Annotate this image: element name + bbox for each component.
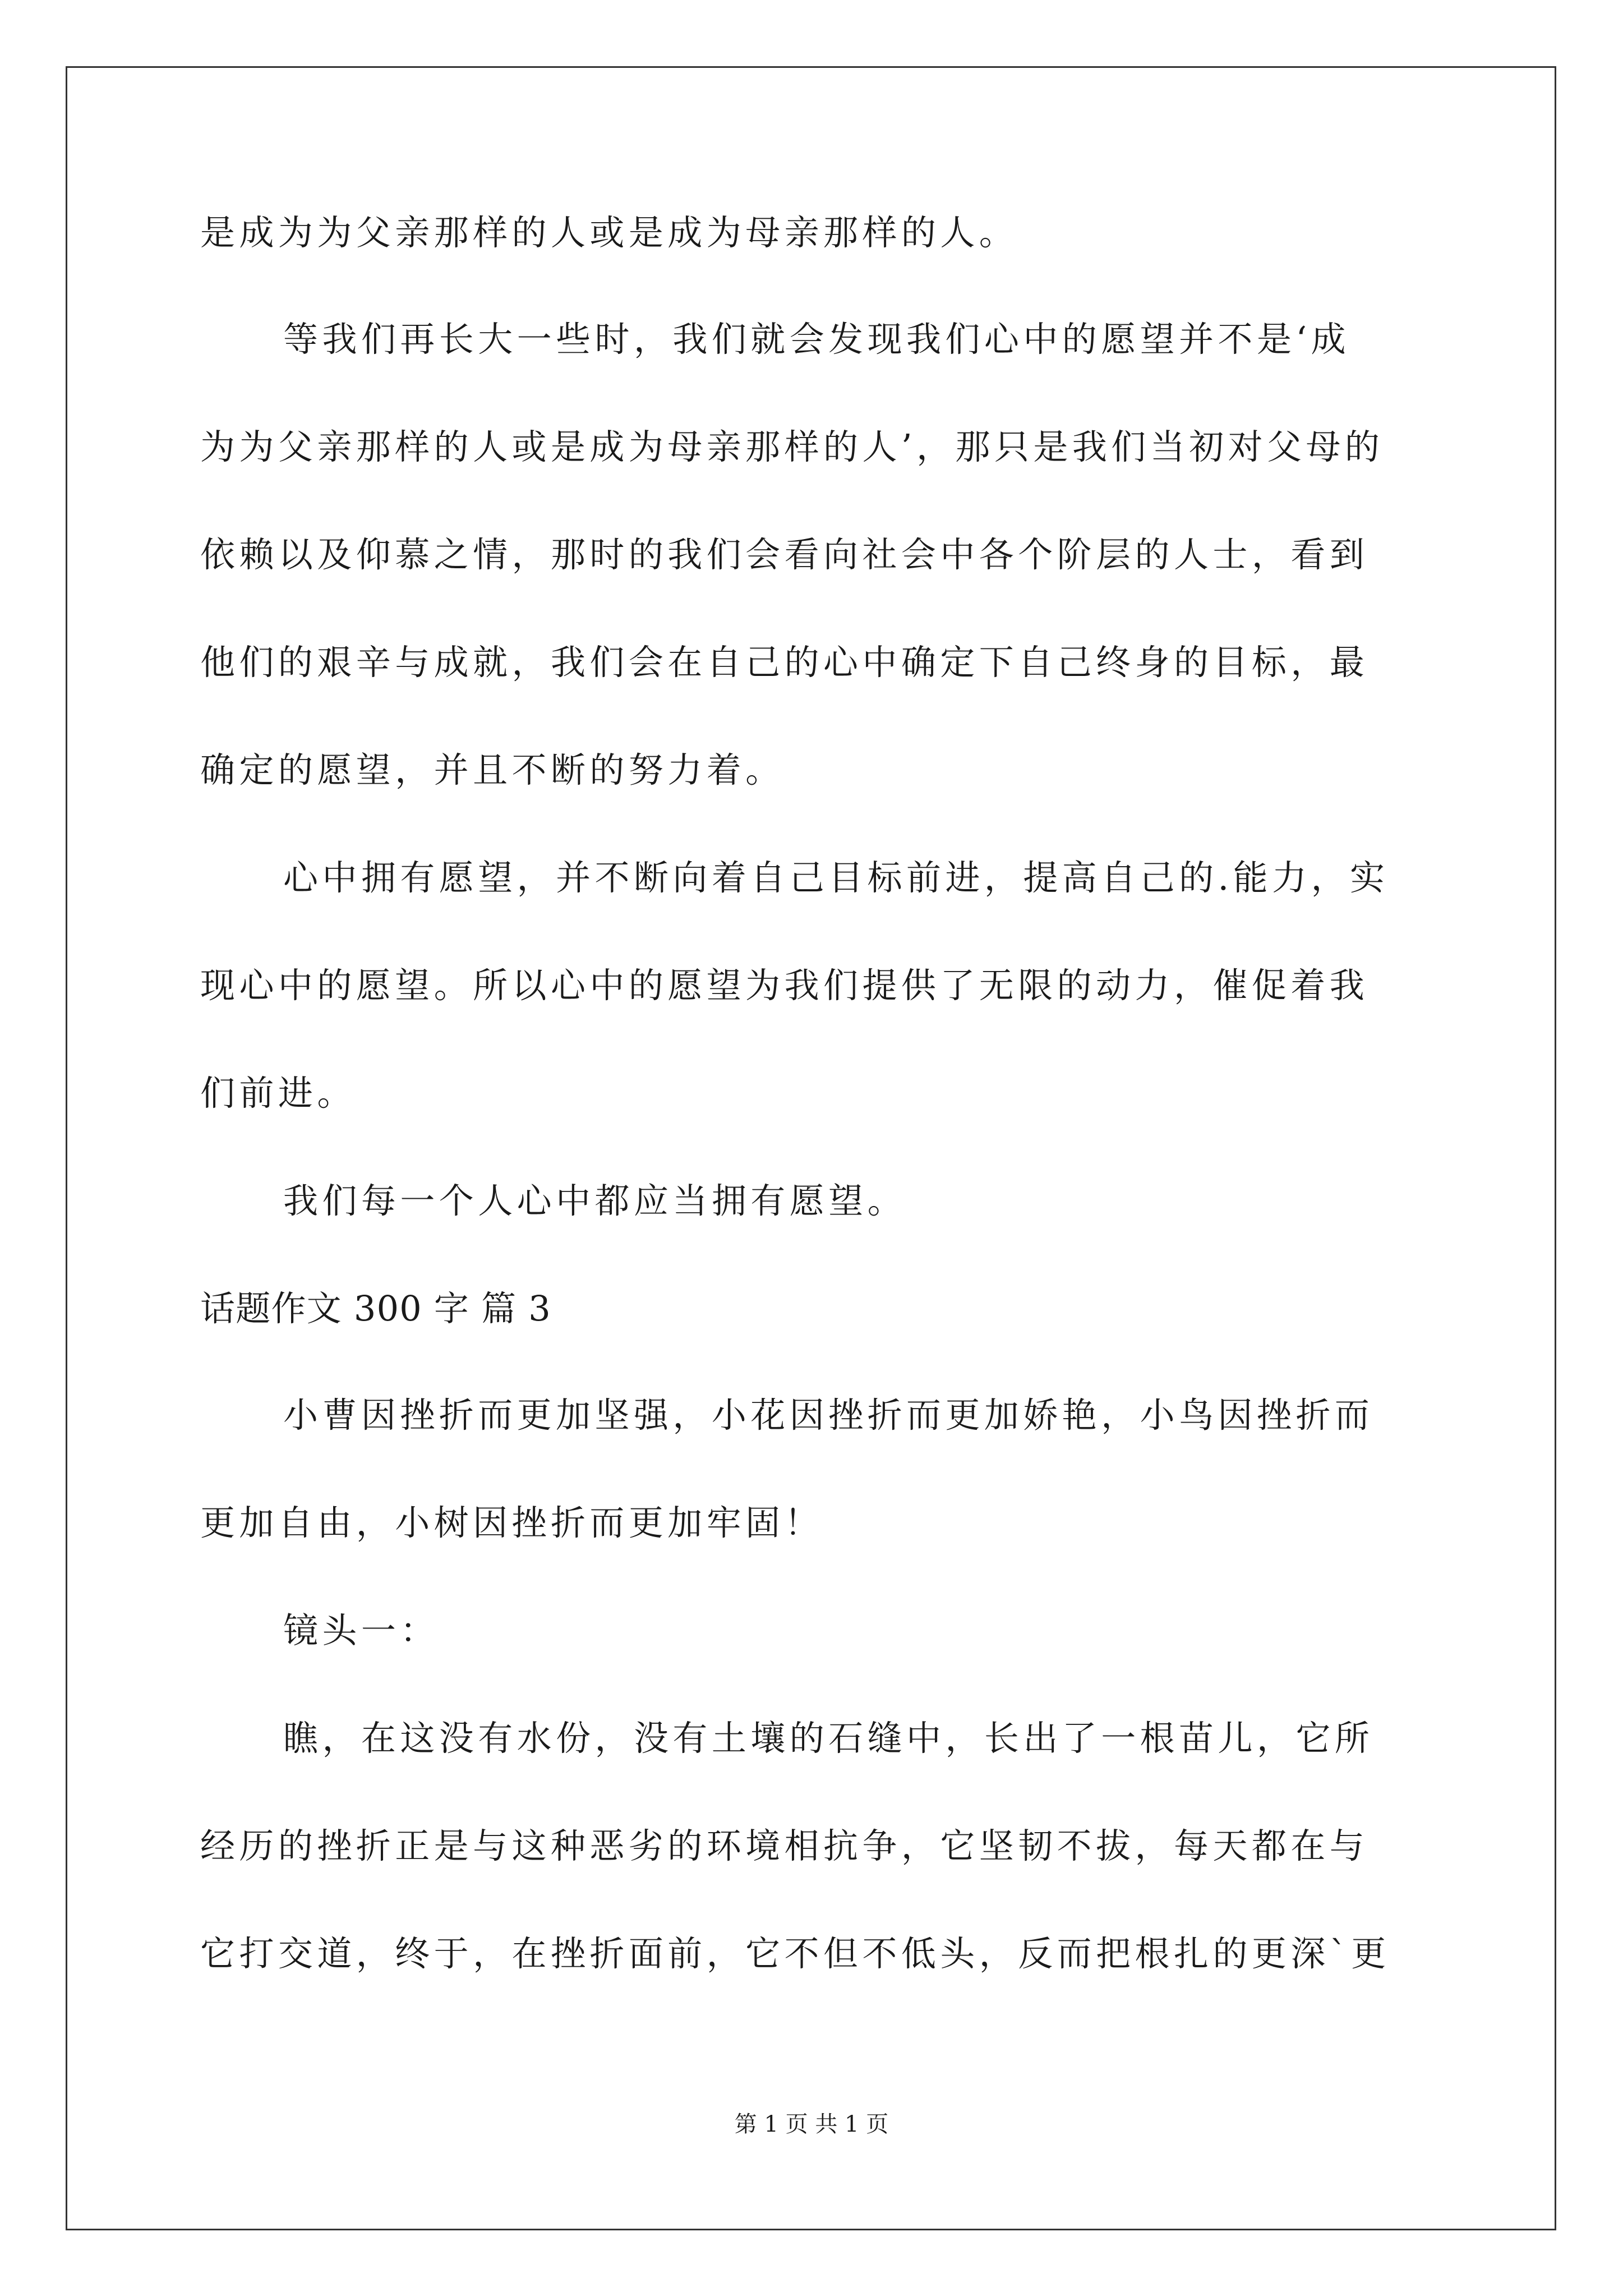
paragraph-line: 经历的挫折正是与这种恶劣的环境相抗争，它坚韧不拔，每天都在与 (200, 1825, 1369, 1866)
page-border (66, 66, 1556, 2230)
paragraph-line: 镜头一： (283, 1610, 439, 1651)
paragraph-line: 依赖以及仰慕之情，那时的我们会看向社会中各个阶层的人士，看到 (200, 534, 1369, 575)
paragraph-line: 我们每一个人心中都应当拥有愿望。 (283, 1180, 907, 1221)
paragraph-line: 更加自由，小树因挫折而更加牢固！ (200, 1502, 824, 1543)
paragraph-line: 现心中的愿望。所以心中的愿望为我们提供了无限的动力，催促着我 (200, 965, 1369, 1006)
paragraph-line: 确定的愿望，并且不断的努力着。 (200, 749, 785, 790)
paragraph-line: 小曹因挫折而更加坚强，小花因挫折而更加娇艳，小鸟因挫折而 (283, 1395, 1374, 1435)
paragraph-line: 他们的艰辛与成就，我们会在自己的心中确定下自己终身的目标，最 (200, 642, 1369, 683)
section-heading: 话题作文 300 字 篇 3 (200, 1288, 551, 1329)
paragraph-line: 心中拥有愿望，并不断向着自己目标前进，提高自己的.能力，实 (283, 857, 1389, 898)
paragraph-line: 们前进。 (200, 1073, 356, 1114)
page-footer: 第 1 页 共 1 页 (734, 2111, 889, 2137)
paragraph-line: 瞧，在这没有水份，没有土壤的石缝中，长出了一根苗儿，它所 (283, 1718, 1374, 1759)
paragraph-line: 等我们再长大一些时，我们就会发现我们心中的愿望并不是‘成 (283, 319, 1350, 360)
paragraph-line: 为为父亲那样的人或是成为母亲那样的人’，那只是我们当初对父母的 (200, 426, 1384, 467)
paragraph-line: 它打交道，终于，在挫折面前，它不但不低头，反而把根扎的更深`更 (200, 1933, 1390, 1974)
paragraph-line: 是成为为父亲那样的人或是成为母亲那样的人。 (200, 212, 1018, 253)
